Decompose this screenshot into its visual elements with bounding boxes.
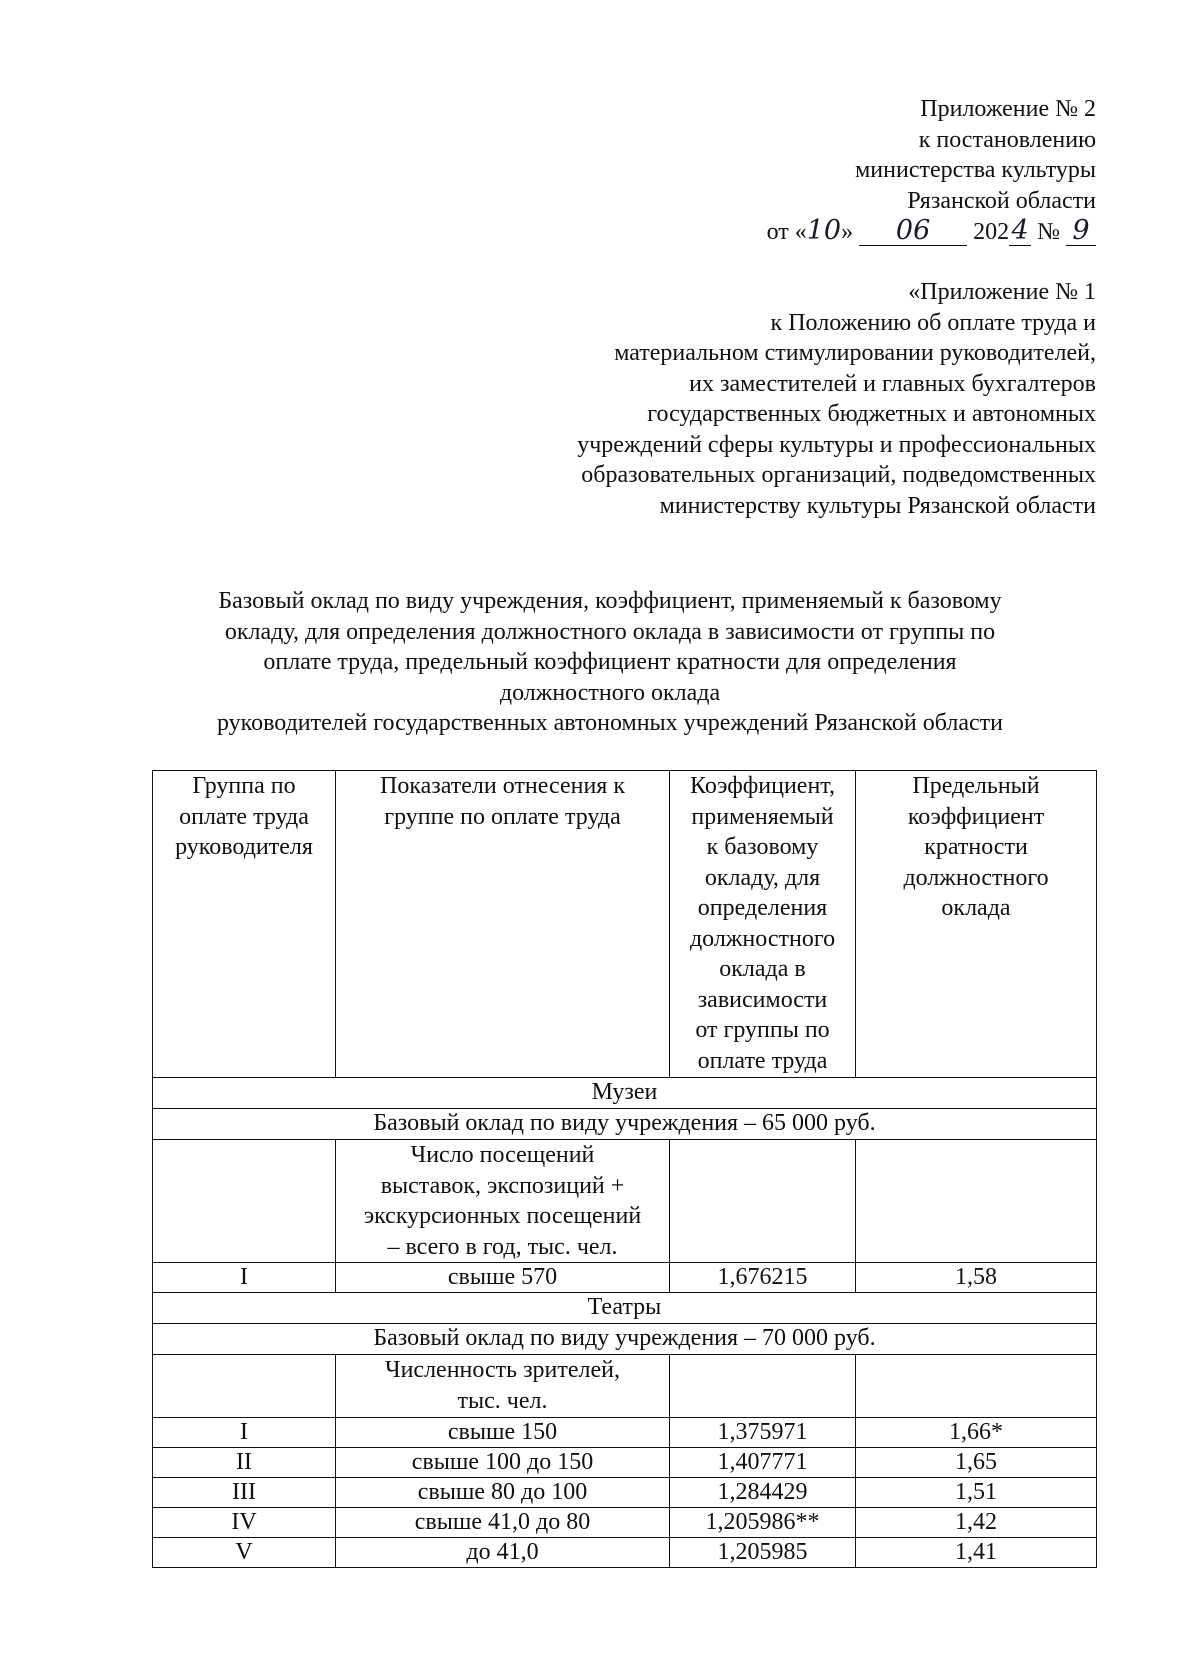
header-limit	[856, 771, 1097, 1078]
title-line: должностного оклада	[499, 679, 721, 706]
header-text: определения	[697, 895, 828, 921]
coefficient-cell: 1,407771	[670, 1448, 856, 1478]
appendix-line: образовательных организаций, подведомственных	[581, 462, 1096, 488]
coefficient-cell: 1,676215	[670, 1263, 856, 1293]
date-prefix: от «	[766, 219, 807, 245]
group-cell: I	[153, 1263, 336, 1293]
header-text: должностного	[689, 925, 836, 952]
empty-cell	[856, 1355, 1097, 1418]
header-text: группе по оплате труда	[384, 803, 621, 830]
year-underline	[1009, 215, 1031, 246]
header-text: применяемый	[691, 803, 834, 830]
group-cell: I	[153, 1418, 336, 1448]
appendix-line: материальном стимулировании руководителей,	[614, 340, 1096, 366]
table-header-row	[153, 771, 1097, 1078]
handwritten-day: 10	[806, 215, 842, 246]
base-salary-row	[153, 1324, 1097, 1355]
header-text: оклада в	[719, 956, 806, 982]
section-row	[153, 1293, 1097, 1324]
date-line	[456, 216, 1096, 248]
header-text: Показатели отнесения к	[379, 773, 625, 799]
indicator-text: тыс. чел.	[457, 1387, 548, 1414]
header-line: Рязанской области	[907, 187, 1096, 214]
criteria-cell: свыше 570	[336, 1263, 670, 1293]
indicator-text: Число посещений	[410, 1142, 595, 1168]
criteria-cell: до 41,0	[336, 1538, 670, 1568]
appendix-line: учреждений сферы культуры и профессиональных	[577, 431, 1096, 458]
header-text: коэффициент	[907, 803, 1045, 830]
header-text: зависимости	[697, 986, 828, 1013]
indicator-cell	[336, 1355, 670, 1418]
empty-cell	[153, 1355, 336, 1418]
criteria-cell: свыше 80 до 100	[336, 1478, 670, 1508]
number-label: №	[1037, 219, 1060, 245]
base-salary: Базовый оклад по виду учреждения – 70 000 руб.	[153, 1324, 1097, 1355]
section-name: Музеи	[153, 1078, 1097, 1109]
handwritten-number: 9	[1072, 215, 1090, 246]
group-cell: IV	[153, 1508, 336, 1538]
salary-table	[152, 770, 1097, 1568]
title-line: Базовый оклад по виду учреждения, коэффициент, применяемый к базовому	[218, 588, 1002, 614]
coefficient-cell: 1,205986**	[670, 1508, 856, 1538]
criteria-cell: свыше 41,0 до 80	[336, 1508, 670, 1538]
appendix-line: к Положению об оплате труда и	[770, 309, 1096, 336]
indicator-text: экскурсионных посещений	[363, 1203, 642, 1229]
title-line: руководителей государственных автономных учреждений Рязанской области	[216, 710, 1003, 736]
handwritten-year-digit: 4	[1011, 215, 1029, 246]
appendix-line: «Приложение № 1	[908, 279, 1096, 305]
section-row	[153, 1078, 1097, 1109]
limit-cell: 1,65	[856, 1448, 1097, 1478]
month-underline	[859, 215, 967, 246]
header-line: Приложение № 2	[920, 96, 1096, 122]
handwritten-month: 06	[895, 215, 931, 246]
indicator-row	[153, 1140, 1097, 1263]
empty-cell	[670, 1140, 856, 1263]
criteria-cell: свыше 100 до 150	[336, 1448, 670, 1478]
indicator-text: выставок, экспозиций +	[380, 1172, 625, 1199]
table-row	[153, 1263, 1097, 1293]
group-cell: II	[153, 1448, 336, 1478]
header-text: Группа по	[192, 773, 296, 799]
header-text: кратности	[924, 834, 1028, 860]
group-cell: V	[153, 1538, 336, 1568]
date-close-quote: »	[841, 219, 854, 245]
table-row	[153, 1478, 1097, 1508]
appendix-reference	[456, 277, 1096, 521]
empty-cell	[153, 1140, 336, 1263]
limit-cell: 1,51	[856, 1478, 1097, 1508]
base-salary-row	[153, 1109, 1097, 1140]
indicator-cell	[336, 1140, 670, 1263]
header-text: Предельный	[912, 773, 1040, 799]
header-text: Коэффициент,	[690, 773, 835, 799]
coefficient-cell: 1,205985	[670, 1538, 856, 1568]
criteria-cell: свыше 150	[336, 1418, 670, 1448]
year-prefix: 202	[973, 219, 1010, 245]
table-row	[153, 1538, 1097, 1568]
header-text: от группы по	[695, 1017, 830, 1043]
approval-header	[456, 94, 1096, 248]
table-row	[153, 1448, 1097, 1478]
limit-cell: 1,41	[856, 1538, 1097, 1568]
indicator-row	[153, 1355, 1097, 1418]
header-text: должностного	[903, 864, 1049, 891]
header-text: окладу, для	[704, 864, 821, 891]
base-salary: Базовый оклад по виду учреждения – 65 000 руб.	[153, 1109, 1097, 1140]
header-text: оплате труда	[179, 803, 309, 830]
appendix-line: министерству культуры Рязанской области	[659, 492, 1096, 519]
indicator-text: Численность зрителей,	[384, 1357, 621, 1383]
appendix-line: их заместителей и главных бухгалтеров	[689, 370, 1096, 397]
appendix-line: государственных бюджетных и автономных	[647, 401, 1096, 427]
number-underline	[1066, 215, 1096, 246]
coefficient-cell: 1,375971	[670, 1418, 856, 1448]
coefficient-cell: 1,284429	[670, 1478, 856, 1508]
section-name: Театры	[153, 1293, 1097, 1324]
header-text: к базовому	[706, 834, 819, 860]
limit-cell: 1,66*	[856, 1418, 1097, 1448]
table-row	[153, 1418, 1097, 1448]
header-indicators	[336, 771, 670, 1078]
title-line: окладу, для определения должностного оклада в зависимости от группы по	[224, 618, 996, 645]
empty-cell	[856, 1140, 1097, 1263]
document-title	[150, 586, 1070, 739]
header-coefficient	[670, 771, 856, 1078]
header-text: руководителя	[175, 834, 313, 860]
header-group	[153, 771, 336, 1078]
header-line: министерства культуры	[855, 157, 1096, 183]
header-line: к постановлению	[918, 126, 1096, 153]
limit-cell: 1,42	[856, 1508, 1097, 1538]
group-cell: III	[153, 1478, 336, 1508]
empty-cell	[670, 1355, 856, 1418]
header-text: оплате труда	[697, 1047, 828, 1074]
table-row	[153, 1508, 1097, 1538]
header-text: оклада	[941, 895, 1011, 921]
title-line: оплате труда, предельный коэффициент кратности для определения	[263, 649, 957, 675]
indicator-text: – всего в год, тыс. чел.	[387, 1233, 618, 1260]
limit-cell: 1,58	[856, 1263, 1097, 1293]
